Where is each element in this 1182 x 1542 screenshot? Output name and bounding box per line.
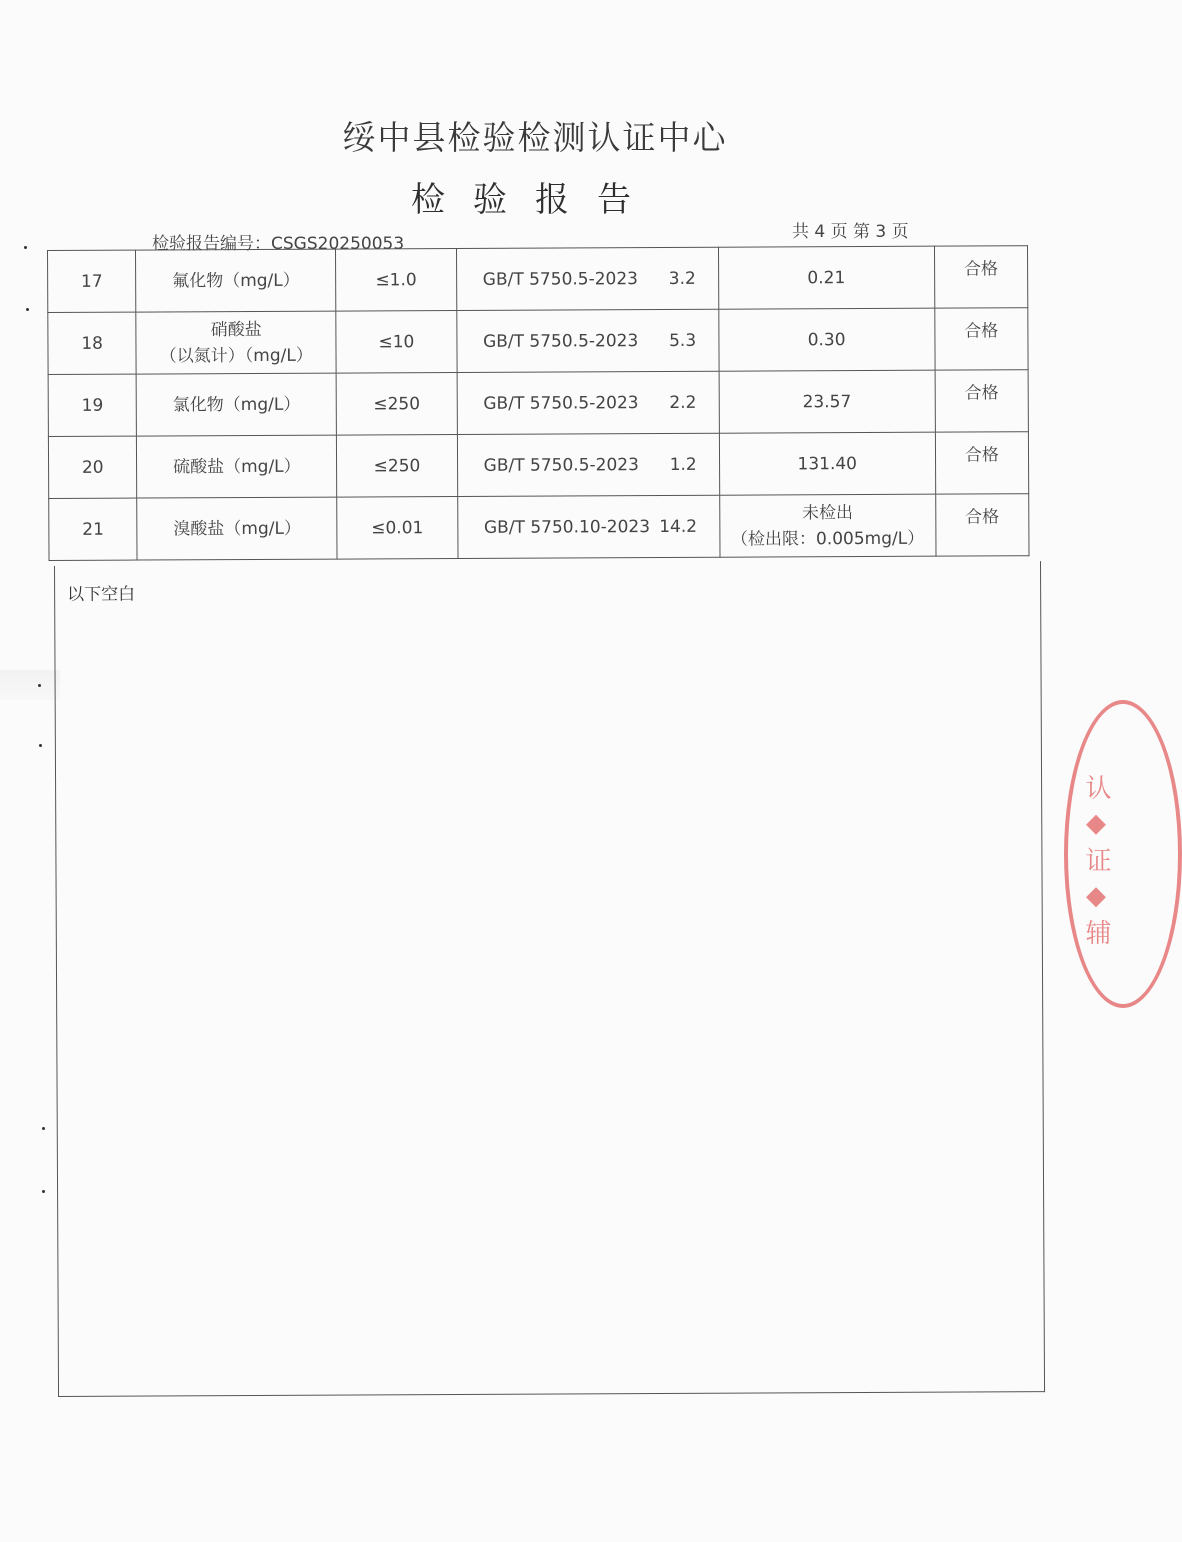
verdict: 合格 [934, 308, 1028, 370]
table-row [48, 432, 1028, 499]
method-standard: GB/T 5750.10-2023 [483, 516, 651, 538]
table-row [48, 308, 1028, 375]
test-item: 氯化物（mg/L） [172, 394, 301, 415]
result-value: 0.21 [807, 267, 846, 288]
limit-value: ≤250 [336, 372, 457, 435]
method-cell [457, 433, 719, 496]
method-cell [457, 371, 719, 434]
row-number: 18 [48, 312, 137, 374]
result-value: 0.30 [807, 329, 846, 350]
test-item-note: （以氮计）（mg/L） [159, 345, 313, 366]
method-clause: 2.2 [669, 392, 697, 413]
test-item: 溴酸盐（mg/L） [173, 518, 301, 539]
verdict: 合格 [935, 432, 1029, 494]
limit-value: ≤1.0 [336, 249, 457, 312]
result-note: （检出限：0.005mg/L） [730, 528, 925, 550]
result-value: 131.40 [797, 453, 858, 474]
method-clause: 1.2 [669, 454, 697, 475]
test-item: 氟化物（mg/L） [172, 270, 300, 291]
scan-speck [42, 1127, 45, 1130]
method-standard: GB/T 5750.5-2023 [483, 392, 639, 414]
official-seal-icon [1064, 700, 1182, 1008]
result-value: 未检出 [801, 502, 854, 523]
test-item-cell [136, 373, 336, 436]
table-row [48, 370, 1028, 437]
limit-value: ≤10 [336, 311, 457, 374]
method-cell [456, 247, 718, 310]
results-table [47, 245, 1030, 561]
method-clause: 3.2 [668, 268, 696, 289]
test-item-cell [137, 435, 337, 498]
test-item: 硫酸盐（mg/L） [173, 456, 301, 477]
organization-title: 绥中县检验检测认证中心 [342, 118, 728, 157]
report-title: 检验报告 [411, 180, 659, 220]
scan-speck [38, 684, 41, 687]
result-cell [719, 432, 935, 495]
test-item-cell [136, 249, 336, 312]
method-cell [457, 495, 719, 558]
result-cell [718, 308, 934, 371]
result-cell [719, 370, 935, 433]
row-number: 19 [48, 374, 137, 436]
blank-area [54, 561, 1045, 1397]
row-number: 21 [49, 498, 138, 560]
table-row [48, 246, 1028, 313]
limit-value: ≤250 [337, 434, 458, 497]
scan-speck [24, 246, 27, 249]
blank-note: 以下空白 [67, 584, 136, 605]
row-number: 20 [48, 436, 137, 498]
method-clause: 14.2 [659, 516, 698, 537]
result-value: 23.57 [802, 391, 852, 412]
scan-speck [26, 308, 29, 311]
verdict: 合格 [934, 246, 1028, 308]
scan-speck [42, 1190, 45, 1193]
test-item-cell [136, 311, 336, 374]
result-cell [718, 246, 934, 309]
limit-value: ≤0.01 [337, 496, 458, 559]
test-item: 硝酸盐 [210, 319, 262, 340]
page-indicator: 共 4 页 第 3 页 [792, 222, 909, 242]
table-row [49, 494, 1029, 561]
test-item-cell [137, 497, 337, 560]
seal-partial-mark: 认 ◆ 证 ◆ 辅 [1081, 774, 1111, 946]
method-standard: GB/T 5750.5-2023 [482, 330, 639, 352]
method-standard: GB/T 5750.5-2023 [482, 268, 639, 290]
verdict: 合格 [935, 494, 1029, 556]
row-number: 17 [48, 250, 137, 312]
paper-fold-shadow [0, 670, 60, 700]
verdict: 合格 [935, 370, 1029, 432]
method-clause: 5.3 [669, 330, 697, 351]
report-number: 检验报告编号：CSGS20250053 [152, 234, 405, 254]
method-standard: GB/T 5750.5-2023 [483, 454, 639, 476]
method-cell [456, 309, 718, 372]
scan-speck [39, 744, 42, 747]
result-cell [719, 494, 935, 557]
